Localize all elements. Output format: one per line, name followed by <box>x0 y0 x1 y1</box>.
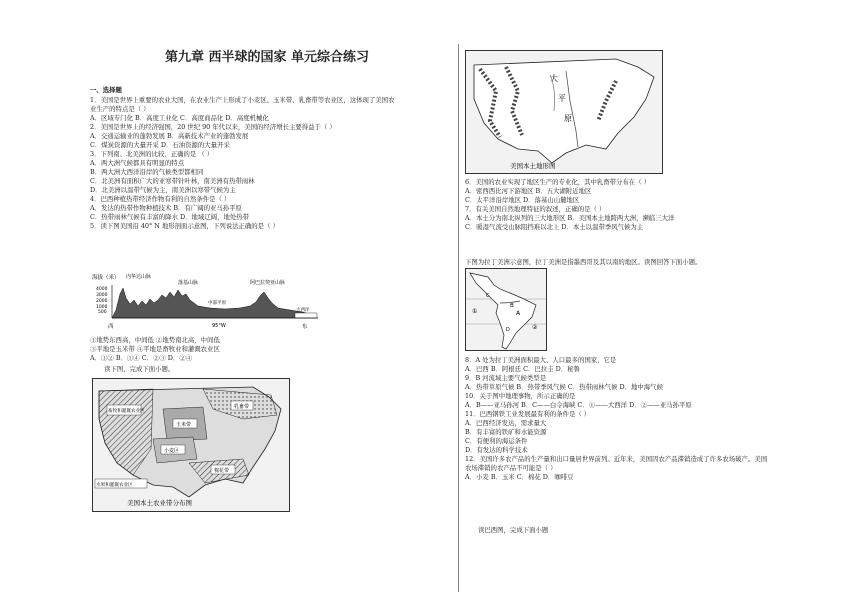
profile-label-plain: 中部平原 <box>208 301 226 306</box>
profile-label-appalachian: 阿巴拉契亚山脉 <box>250 280 286 286</box>
latam-label-c: C <box>486 293 490 299</box>
latam-label-1: ① <box>472 308 478 315</box>
question-line: 8．A 处为拉丁美洲面积最大、人口最多的国家，它是 <box>465 356 617 364</box>
question-line: A．B——亚马孙河 B．C——白令海峡 C．①——大西洋 D．②——亚马孙平原 <box>465 401 692 409</box>
question-line: A．两大洲气候都具有明显的特点 <box>90 159 185 167</box>
profile-ytick: 1000 <box>96 305 108 310</box>
latin-america-map-svg <box>466 269 546 350</box>
question-line: C．北美洲有面积广大的亚寒带针叶林，南美洲有热带雨林 <box>90 177 255 185</box>
profile-ytick: 2000 <box>96 299 108 304</box>
question-line: C．有便利的海运条件 <box>465 437 528 445</box>
question-line: B．两大洲大西洋沿岸的气候类型都相同 <box>90 168 204 176</box>
terrain-map-caption: 美国本土地形图 <box>510 162 556 170</box>
profile-ytick: 4000 <box>96 287 108 292</box>
question-line: A．本土分为南北纵列的三大地形区 B．美国本土地跨两大洲，濒临三大洋 <box>465 214 675 222</box>
profile-label-atlantic: 大西洋 <box>296 308 310 313</box>
read-note-3: 读巴西图，完成下面小题 <box>478 526 549 534</box>
right-questions-block-1 <box>465 178 674 232</box>
question-line: A．发达的热带作物种植技术 B．有广阔的亚马孙平原 <box>90 204 242 212</box>
terrain-profile-figure <box>90 270 325 332</box>
question-line: A．区域专门化 B．高度工业化 C．高度商品化 D．高度机械化 <box>90 114 269 122</box>
question-line: C．热带雨林气候有丰富的降水 D．地域辽阔，地处热带 <box>90 213 250 221</box>
question-line: 7．有关美国自然地理特征的叙述，正确的是（ ） <box>465 205 606 213</box>
question-line: 农场滞销的农产品不可能是（ ） <box>465 464 557 472</box>
agri-label-wheat: 小麦区 <box>164 448 180 454</box>
terrain-profile-svg <box>90 270 325 332</box>
right-questions-block-2 <box>465 356 767 482</box>
profile-label-nevada: 内华达山脉 <box>126 274 152 280</box>
latin-america-map <box>465 268 547 351</box>
question-line: 1．美国是世界上重要的农业大国，在农业生产上形成了小麦区、玉米带、乳畜带等农业区，这体现了美国农 <box>90 96 395 104</box>
terrain-label-ping: 平 <box>558 94 566 103</box>
question-line: A．密西西比河下游地区 B．五大湖附近地区 <box>465 187 592 195</box>
profile-ytick: 500 <box>98 310 107 315</box>
question-line: 业生产的特点是（ ） <box>90 105 150 113</box>
agri-label-dairy: 乳畜带 <box>234 404 250 410</box>
question-line: C．暖湿气流受山脉阻挡难以北上 D．本土以温带季风气候为主 <box>465 223 644 231</box>
us-agriculture-map-svg <box>93 379 289 511</box>
section-heading: 一、选择题 <box>90 86 122 94</box>
terrain-label-da: 大 <box>550 74 558 83</box>
terrain-label-yuan: 原 <box>564 114 572 123</box>
question-line: 9．B 河流域主要气候类型是 <box>465 374 547 382</box>
read-note-1: 读下图，完成下面小题。 <box>104 365 175 373</box>
question-line: A．交通运输业的蓬勃发展 B．高新技术产业的蓬勃发展 <box>90 132 249 140</box>
agri-label-fruit: 水果和灌溉农业区 <box>96 483 133 488</box>
question-line: B．有丰富的铁矿和水能资源 <box>465 428 547 436</box>
question-line: 2．美国是世界上的经济强国，20 世纪 90 年代以来，美国的经济增长主要得益于（ ） <box>90 123 336 131</box>
profile-ylabel: 海拔（米） <box>92 275 120 281</box>
question-line: A．热带草原气候 B．热带季风气候 C．热带雨林气候 D．地中海气候 <box>465 383 663 391</box>
agri-label-ranching: 畜牧和灌溉农业区 <box>108 409 145 414</box>
agri-label-cotton: 棉花带 <box>214 468 230 474</box>
page-title: 第九章 西半球的国家 单元综合练习 <box>165 50 370 65</box>
question-line: C．煤炭资源的大量开采 D．石油资源的大量开采 <box>90 141 230 149</box>
latam-label-2: ② <box>532 324 538 331</box>
profile-ytick: 3000 <box>96 293 108 298</box>
question-line: 4．巴西种植热带经济作物有利的自然条件是（ ） <box>90 195 231 203</box>
question-line: 10．关于图中地理事物，所示正确的是 <box>465 392 576 400</box>
q5-option-line: A．①② B．①④ C．②③ D．②④ <box>90 354 193 362</box>
us-terrain-map <box>465 50 663 174</box>
agri-label-corn: 玉米带 <box>176 422 192 428</box>
question-line: 5．读下图美国沿 40° N 地形剖面示意图，下列说法正确的是（ ） <box>90 222 279 230</box>
question-line: 11．巴西钢铁工业发展最有利的条件是（ ） <box>465 410 591 418</box>
latam-label-d: D <box>506 327 510 333</box>
profile-label-rocky: 落基山脉 <box>178 280 199 286</box>
question-line: A．小麦 B．玉米 C．棉花 D．咖啡豆 <box>465 473 574 481</box>
question-line: C．太平洋沿岸地区 D．落基山山麓地区 <box>465 196 580 204</box>
latam-label-a: A <box>516 310 521 317</box>
profile-east: 东 <box>302 324 308 330</box>
profile-west: 西 <box>108 324 114 330</box>
profile-meridian: 95°W <box>212 323 226 329</box>
question-line: A．巴西 B．阿根廷 C．巴拉圭 D．秘鲁 <box>465 365 580 373</box>
question-line: 12．美国许多农产品的生产量和出口量居世界前列。近年来，美国因农产品滞销造成了许多农场破产。美国 <box>465 455 768 463</box>
question-line: 6．美国的农业实现了地区生产的专业化，其中乳畜带分布在（ ） <box>465 178 651 186</box>
agri-map-caption: 美国本土农业带分布图 <box>127 499 192 507</box>
latam-label-b: B <box>510 303 514 309</box>
q5-option-line: ③平地是玉米带 ④平地是畜牧业和灌溉农业区 <box>90 345 220 353</box>
q5-option-line: ①地势东西高，中间低 ②地势南北高，中间低 <box>90 336 220 344</box>
q5-options-block <box>90 336 220 363</box>
question-line: D．有发达的科学技术 <box>465 446 528 454</box>
read-note-2: 下图为拉丁美洲示意图，拉丁美洲是指墨西哥及其以南的地区。读图回答下面小题。 <box>465 258 702 266</box>
us-agriculture-map <box>92 378 290 512</box>
question-line: 3．下列南、北美洲的比较，正确的是 （ ） <box>90 150 214 158</box>
column-divider <box>458 44 459 592</box>
question-line: A．巴西经济发达，需求量大 <box>465 419 547 427</box>
question-line: D．北美洲以温带气候为主，南美洲以寒带气候为主 <box>90 186 236 194</box>
us-terrain-map-svg <box>466 51 662 173</box>
left-questions-block <box>90 96 394 231</box>
